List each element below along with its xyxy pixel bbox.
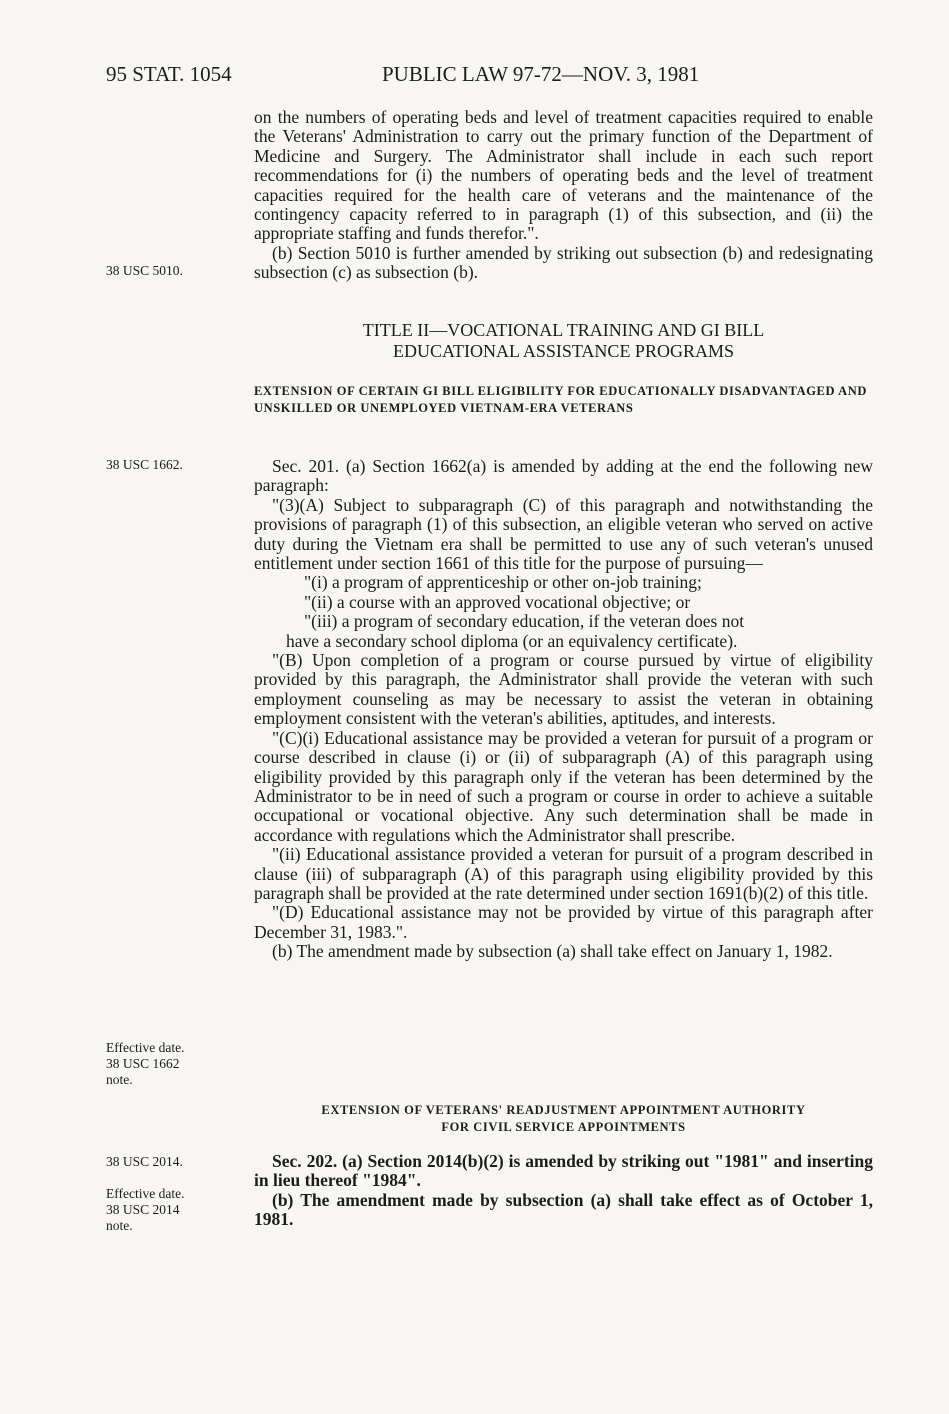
title-line: EDUCATIONAL ASSISTANCE PROGRAMS: [393, 341, 734, 361]
clause-iii-continuation: have a secondary school diploma (or an equivalency certificate).: [286, 630, 738, 651]
text-block-section-201: [254, 457, 873, 962]
paragraph-sec-202-b: (b) The amendment made by subsection (a) shall take effect as of October 1, 1981.: [254, 1189, 873, 1230]
margin-note-effective-date-2014: [106, 1186, 184, 1234]
margin-note-38usc2014: 38 USC 2014.: [106, 1154, 183, 1169]
text-block-intro: [254, 108, 873, 283]
margin-note-38usc1662: 38 USC 1662.: [106, 457, 183, 472]
margin-note-line: 38 USC 1662: [106, 1056, 180, 1071]
page-stat-citation: 95 STAT. 1054: [106, 62, 232, 86]
margin-note-line: Effective date.: [106, 1186, 185, 1201]
clause-iii: "(iii) a program of secondary education, if the veteran does not: [304, 611, 745, 632]
paragraph-C-i: "(C)(i) Educational assistance may be provided a veteran for pursuit of a program or course described in clause (i) or (ii) of subparagraph (A) of this paragraph using eligibility provided by this paragraph only if the veteran has been determined by the Administrator to be in need of such a program or course in order to achieve a suitable occupational or vocational objective. Any such determination shall be made in accordance with regulations which the Administrator shall prescribe.: [254, 727, 873, 845]
heading-line: FOR CIVIL SERVICE APPOINTMENTS: [441, 1120, 686, 1134]
clause-ii: "(ii) a course with an approved vocational objective; or: [304, 591, 691, 612]
paragraph-3A: "(3)(A) Subject to subparagraph (C) of this paragraph and notwithstanding the provisions of paragraph (1) of this subsection, an eligible veteran who served on active duty during the Vietnam era shall be permitted to use any of such veteran's unused entitlement under section 1661 of this title for the purpose of pursuing—: [254, 494, 873, 574]
paragraph-sec-201-a: Sec. 201. (a) Section 1662(a) is amended by adding at the end the following new paragraph:: [254, 456, 873, 496]
margin-note-line: Effective date.: [106, 1040, 185, 1055]
running-head-law: PUBLIC LAW 97-72—NOV. 3, 1981: [382, 62, 700, 86]
paragraph-C-ii: "(ii) Educational assistance provided a veteran for pursuit of a program described in clause (iii) of subparagraph (A) of this paragraph using eligibility provided by this paragraph shall be provided at the rate determined under section 1691(b)(2) of this title.: [254, 844, 873, 903]
section-heading-readjustment-appointment: [254, 1102, 873, 1136]
clause-i: "(i) a program of apprenticeship or other on-job training;: [304, 572, 702, 593]
paragraph-B: "(B) Upon completion of a program or course pursued by virtue of eligibility provided by this paragraph, the Administrator shall provide the veteran with such employment counseling as may be necessary to assist the veteran in obtaining employment consistent with the veteran's abilities, aptitudes, and interests.: [254, 650, 873, 729]
margin-note-line: note.: [106, 1218, 133, 1233]
paragraph-D: "(D) Educational assistance may not be provided by virtue of this paragraph after December 31, 1983.".: [254, 902, 873, 942]
text-block-section-202: [254, 1152, 873, 1230]
title-line: TITLE II—VOCATIONAL TRAINING AND GI BILL: [362, 320, 765, 340]
margin-note-line: note.: [106, 1072, 133, 1087]
margin-note-effective-date-1662: [106, 1040, 184, 1088]
paragraph-sec-202-a: Sec. 202. (a) Section 2014(b)(2) is amended by striking out "1981" and inserting in lieu thereof "1984".: [254, 1151, 873, 1191]
section-heading-extension-gi-bill: EXTENSION OF CERTAIN GI BILL ELIGIBILITY FOR EDUCATIONALLY DISADVANTAGED AND UNSKILLED OR UNEMPLOYED VIETNAM-ERA VETERANS: [254, 384, 867, 415]
heading-line: EXTENSION OF VETERANS' READJUSTMENT APPOINTMENT AUTHORITY: [321, 1103, 806, 1117]
paragraph-intro: on the numbers of operating beds and level of treatment capacities required to enable the Veterans' Administration to carry out the primary function of the Department of Medicine and Surgery. The Administrator shall include in each such report recommendations for (i) the numbers of operating beds and the level of treatment capacities required for the health care of veterans and the maintenance of the contingency capacity referred to in paragraph (1) of this subsection, and (ii) the appropriate staffing and funds therefor.".: [254, 107, 873, 244]
paragraph-sec-201-b: (b) The amendment made by subsection (a) shall take effect on January 1, 1982.: [272, 941, 833, 962]
margin-note-38usc5010: 38 USC 5010.: [106, 263, 183, 278]
margin-note-line: 38 USC 2014: [106, 1202, 180, 1217]
paragraph-section-5010-b: (b) Section 5010 is further amended by striking out subsection (b) and redesignating subsection (c) as subsection (b).: [254, 242, 873, 283]
title-heading: [254, 320, 873, 362]
